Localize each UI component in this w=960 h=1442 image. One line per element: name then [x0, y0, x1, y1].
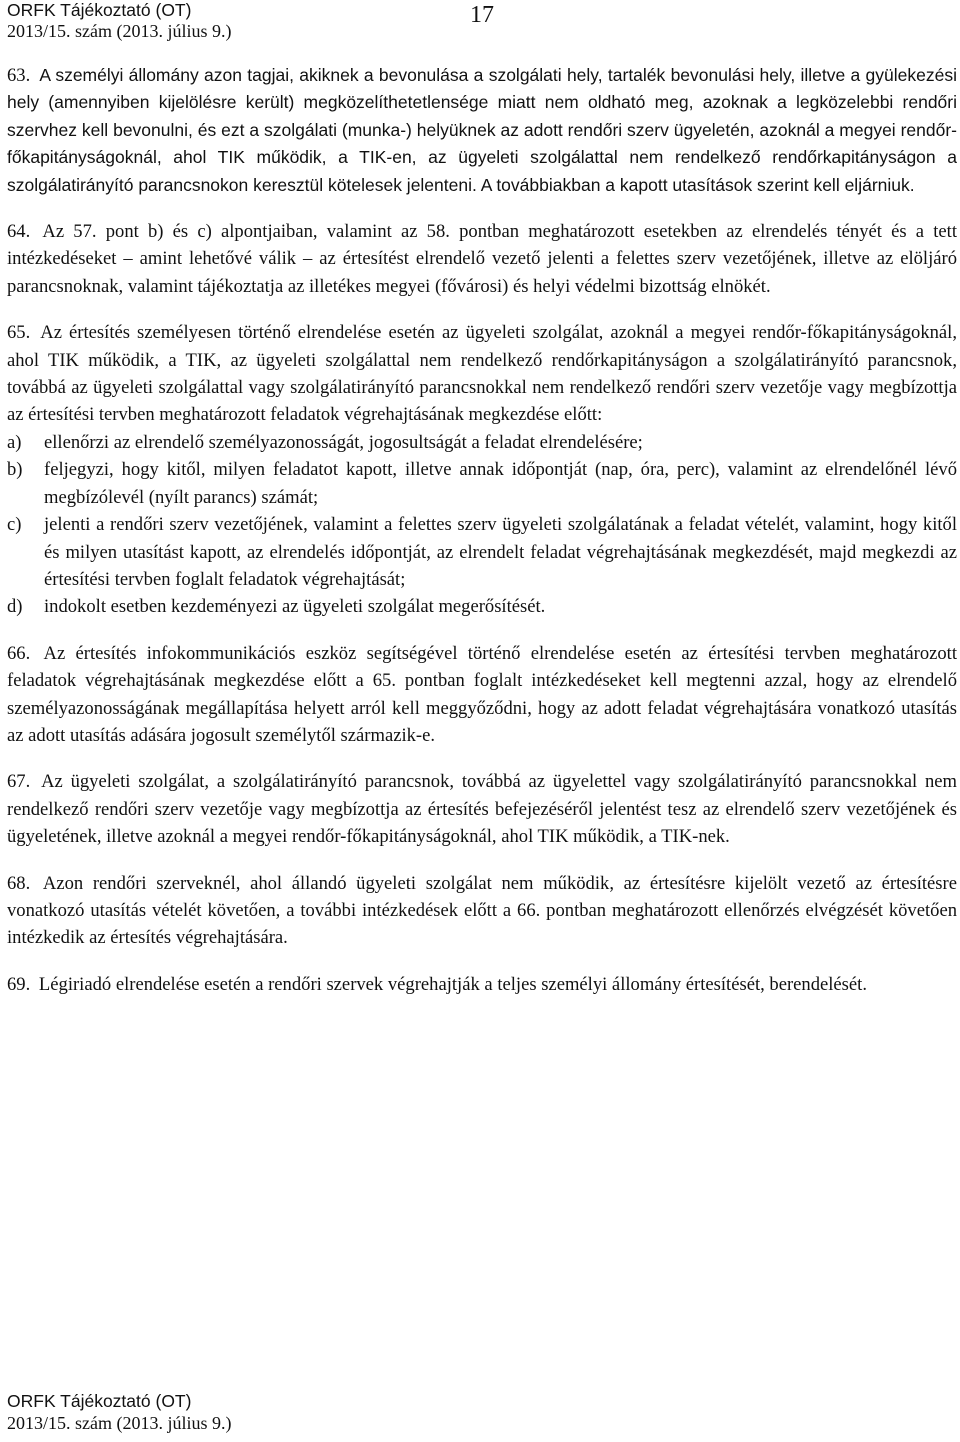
paragraph-68: [7, 870, 957, 952]
paragraph-number: 65.: [7, 322, 31, 344]
list-item: [7, 429, 957, 456]
footer-publication: ORFK Tájékoztató (OT): [7, 1391, 192, 1411]
footer-issue: 2013/15. szám (2013. július 9.): [7, 1413, 232, 1433]
paragraph-text: Azon rendőri szerveknél, ahol állandó ügyeleti szolgálat nem működik, az értesítésre kijelölt vezető az értesítésre vonatkozó utasítás vételét követően, a további intézkedések előtt a 66. pontban meghatározott ellenőrzés elvégzését követően intézkedik az értesítés végrehajtására.: [7, 872, 957, 949]
paragraph-63: [7, 62, 957, 199]
paragraph-number: 63.: [7, 65, 31, 86]
paragraph-69: [7, 971, 957, 998]
paragraph-text: Az értesítés személyesen történő elrendelése esetén az ügyeleti szolgálat, azoknál a megyei rendőr-főkapitányságoknál, ahol TIK működik, a TIK, az ügyeleti szolgálattal nem rendelkező rendőrkapitányságon a szolgálatirányító parancsnok, továbbá az ügyeleti szolgálattal vagy szolgálatirányító parancsnokkal nem rendelkező rendőri szerv vezetője vagy megbízottja az értesítési tervben meghatározott feladatok végrehajtásának megkezdése előtt:: [7, 322, 957, 426]
list-item: [7, 456, 957, 511]
paragraph-number: 66.: [7, 642, 31, 664]
header-issue: 2013/15. szám (2013. július 9.): [7, 21, 232, 41]
list-item-label: d): [7, 596, 23, 618]
paragraph-text: Légiriadó elrendelése esetén a rendőri szervek végrehajtják a teljes személyi állomány értesítését, berendelését.: [38, 973, 867, 995]
page-number: 17: [470, 2, 494, 28]
list-item-text: indokolt esetben kezdeményezi az ügyeleti szolgálat megerősítését.: [44, 596, 546, 618]
list-item-label: a): [7, 431, 22, 453]
list-item-text: jelenti a rendőri szerv vezetőjének, valamint a felettes szerv ügyeleti szolgálatának a feladat vételét, valamint, hogy kitől és milyen utasítást kapott, az elrendelés időpontját, az elrendelt feladat végrehajtásának megkezdését, majd megkezdi az értesítési tervben foglalt feladatok végrehajtását;: [44, 514, 957, 590]
paragraph-67: [7, 768, 957, 850]
paragraph-65: [7, 319, 957, 620]
list-item: [7, 511, 957, 593]
paragraph-number: 69.: [7, 973, 31, 995]
document-body: [7, 62, 957, 1017]
list-item: [7, 593, 957, 620]
list-item-text: ellenőrzi az elrendelő személyazonosságát, jogosultságát a feladat elrendelésére;: [44, 431, 643, 453]
list-item-label: b): [7, 459, 23, 481]
header-publication: ORFK Tájékoztató (OT): [7, 0, 192, 20]
paragraph-64: [7, 218, 957, 300]
paragraph-number: 64.: [7, 221, 31, 243]
paragraph-text: Az ügyeleti szolgálat, a szolgálatirányító parancsnok, továbbá az ügyelettel vagy szolgálatirányító parancsnokkal nem rendelkező rendőri szerv vezetője vagy megbízottja az értesítés befejezéséről jelentést tesz az elrendelő szerv vezetőjének és ügyeletének, illetve azoknál a megyei rendőr-főkapitányságoknál, ahol TIK működik, a TIK-nek.: [7, 771, 957, 848]
list-item-text: feljegyzi, hogy kitől, milyen feladatot kapott, illetve annak időpontját (nap, óra, perc), valamint az elrendelőnél lévő megbízólevél (nyílt parancs) számát;: [44, 459, 957, 508]
paragraph-text: Az 57. pont b) és c) alpontjaiban, valamint az 58. pontban meghatározott esetekben az elrendelés tényét és a tett intézkedéseket – amint lehetővé válik – az értesítést elrendelő vezető jelenti a felettes szerv vezetőjének, illetve az elöljáró parancsnoknak, valamint tájékoztatja az illetékes megyei (fővárosi) és helyi védelmi bizottság elnökét.: [7, 221, 957, 297]
paragraph-number: 68.: [7, 872, 31, 894]
paragraph-number: 67.: [7, 771, 31, 793]
list-item-label: c): [7, 514, 22, 536]
paragraph-66: [7, 640, 957, 750]
paragraph-text: Az értesítés infokommunikációs eszköz segítségével történő elrendelése esetén az értesítési tervben meghatározott feladatok végrehajtásának megkezdése előtt a 65. pontban foglalt intézkedéseket kell megtenni azzal, hogy az elrendelő személyazonosságának megállapítása helyett arról kell meggyőződni, hogy az adott feladat végrehajtására vonatkozó utasítás az adott utasítás adására jogosult személytől származik-e.: [7, 642, 957, 746]
paragraph-text: A személyi állomány azon tagjai, akiknek a bevonulása a szolgálati hely, tartalék bevonulási hely, illetve a gyülekezési hely (amennyiben kijelölésre került) megközelíthetetlensége miatt nem oldható meg, azoknak a legközelebbi rendőri szervhez kell bevonulni, és ezt a szolgálati (munka-) helyüknek az adott rendőri szerv ügyeletén, azoknál a megyei rendőr-főkapitányságoknál, ahol TIK működik, a TIK-en, az ügyeleti szolgálattal nem rendelkező rendőrkapitányságon a szolgálatirányító parancsnokon keresztül kötelesek jelenteni. A továbbiakban a kapott utasítások szerint kell eljárniuk.: [7, 65, 957, 195]
